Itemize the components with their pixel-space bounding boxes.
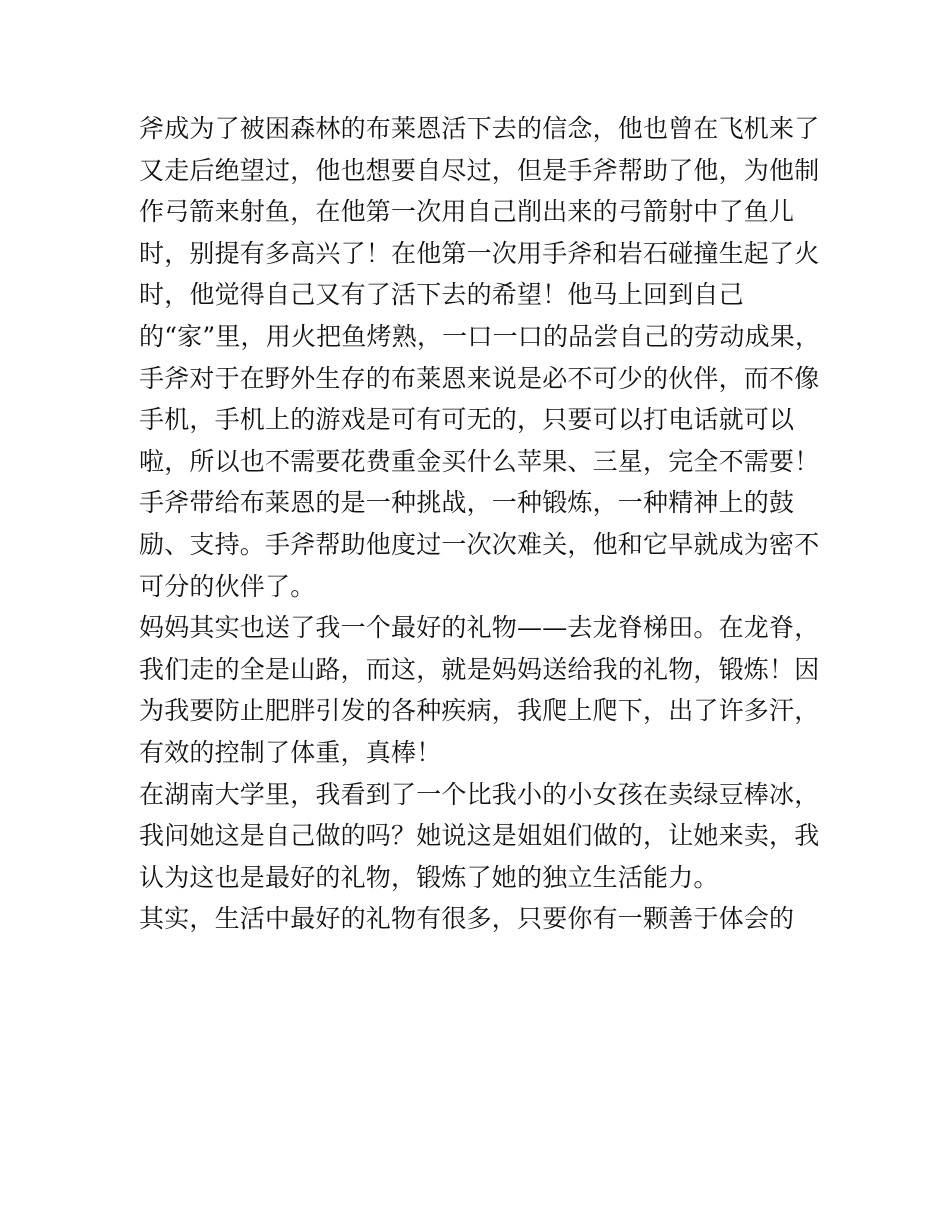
text-line: 时，他觉得自己又有了活下去的希望！他马上回到自己 — [139, 280, 744, 310]
text-line: 我问她这是自己做的吗？她说这是姐姐们做的，让她来卖，我 — [139, 821, 820, 851]
text-line: 妈妈其实也送了我一个最好的礼物——去龙脊梯田。在龙脊， — [139, 613, 820, 643]
body-text — [139, 108, 819, 940]
text-line: 的“家”里，用火把鱼烤熟，一口一口的品尝自己的劳动成果， — [139, 321, 821, 351]
text-line: 又走后绝望过，他也想要自尽过，但是手斧帮助了他，为他制 — [139, 155, 820, 185]
text-line: 时，别提有多高兴了！在他第一次用手斧和岩石碰撞生起了火 — [139, 238, 820, 268]
text-line: 作弓箭来射鱼，在他第一次用自己削出来的弓箭射中了鱼儿 — [139, 197, 795, 227]
text-line: 认为这也是最好的礼物，锻炼了她的独立生活能力。 — [139, 862, 719, 892]
text-line: 励、支持。手斧帮助他度过一次次难关，他和它早就成为密不 — [139, 529, 820, 559]
text-line: 手斧对于在野外生存的布莱恩来说是必不可少的伙伴，而不像 — [139, 363, 820, 393]
text-line: 手斧带给布莱恩的是一种挑战，一种锻炼，一种精神上的鼓 — [139, 488, 795, 518]
text-line: 有效的控制了体重，真棒！ — [139, 737, 442, 767]
text-line: 为我要防止肥胖引发的各种疾病，我爬上爬下，出了许多汗， — [139, 696, 820, 726]
text-line: 斧成为了被困森林的布莱恩活下去的信念，他也曾在飞机来了 — [139, 114, 820, 143]
text-line: 可分的伙伴了。 — [139, 571, 316, 601]
text-line: 其实，生活中最好的礼物有很多，只要你有一颗善于体会的 — [139, 904, 795, 934]
text-line: 我们走的全是山路，而这，就是妈妈送给我的礼物，锻炼！因 — [139, 654, 820, 684]
text-line: 手机，手机上的游戏是可有可无的，只要可以打电话就可以 — [139, 405, 795, 435]
text-line: 在湖南大学里，我看到了一个比我小的小女孩在卖绿豆棒冰， — [139, 779, 820, 809]
text-line: 啦，所以也不需要花费重金买什么苹果、三星，完全不需要！ — [139, 446, 820, 476]
